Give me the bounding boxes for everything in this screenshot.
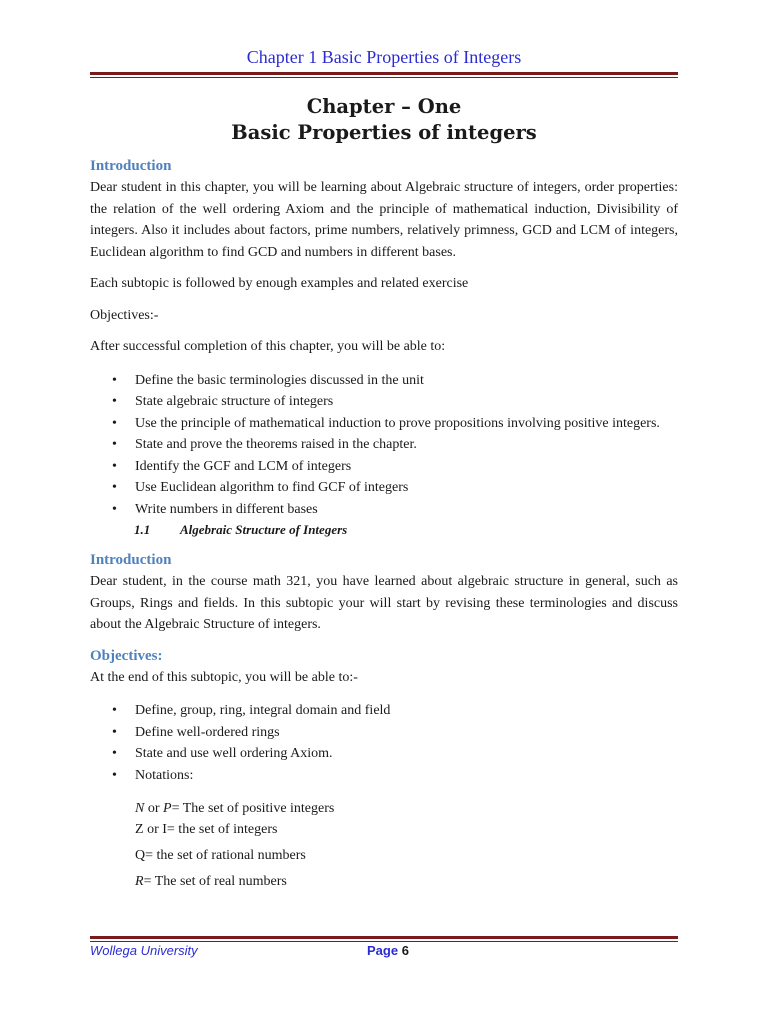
section-objectives-heading: Objectives: (90, 647, 163, 664)
bullet-icon: • (112, 703, 117, 718)
list-item: • Define the basic terminologies discussed in the unit (90, 370, 678, 392)
header-rule (90, 72, 678, 78)
bullet-icon: • (112, 372, 117, 388)
list-item: • Use the principle of mathematical induction to prove propositions involving positive integers. (90, 413, 678, 435)
list-item: • Write numbers in different bases (90, 499, 678, 521)
notation-item: Z or I= the set of integers (135, 822, 278, 837)
chapter-name: Basic Properties of integers (231, 121, 537, 144)
section-objectives-lead: At the end of this subtopic, you will be able to:- (90, 669, 358, 685)
list-item: • Define, group, ring, integral domain and field (90, 700, 678, 722)
notation-item: R= The set of real numbers (135, 874, 287, 889)
section-heading-1-1 (90, 520, 678, 540)
chapter-title (90, 94, 678, 146)
bullet-icon: • (112, 480, 117, 495)
notation-item: N or P= The set of positive integers (135, 801, 335, 816)
section-title: Algebraic Structure of Integers (180, 522, 348, 537)
list-item: • Define well-ordered rings (90, 722, 678, 744)
section-objectives-list (90, 700, 678, 786)
bullet-icon: • (112, 394, 117, 409)
intro-paragraph: Dear student in this chapter, you will be learning about Algebraic structure of integers, order properties: the relation of the well ordering Axiom and the principle of mathematical induction, Divisibility of integers. Also it includes about factors, prime numbers, relatively primness, GCD and LCM of integers, Euclidean algorithm to find GCD and numbers in different bases. (90, 180, 678, 260)
bullet-icon: • (112, 724, 117, 740)
objectives-label: Objectives:- (90, 307, 159, 323)
chapter-number: Chapter – One (306, 95, 462, 118)
bullet-icon: • (112, 767, 117, 783)
objectives-lead: After successful completion of this chapter, you will be able to: (90, 339, 446, 354)
notations-list (90, 798, 678, 892)
section-intro-heading: Introduction (90, 552, 172, 568)
bullet-icon: • (112, 458, 117, 474)
list-item: • State algebraic structure of integers (90, 391, 678, 413)
footer-institution: Wollega University (90, 943, 198, 958)
page-content (90, 94, 678, 892)
list-item: • Use Euclidean algorithm to find GCF of integers (90, 477, 678, 499)
footer-page-number: Page 6 (367, 943, 409, 958)
footer-rule (90, 936, 678, 942)
intro-heading: Introduction (90, 158, 172, 174)
list-item: • Notations: (90, 765, 678, 787)
bullet-icon: • (112, 746, 117, 761)
bullet-icon: • (112, 501, 117, 517)
section-intro-paragraph: Dear student, in the course math 321, you have learned about algebraic structure in general, such as Groups, Rings and fields. In this subtopic your will start by revising these terminologies and discuss about the Algebraic Structure of integers. (90, 574, 678, 632)
notation-item: Q= the set of rational numbers (135, 848, 306, 863)
intro-followup: Each subtopic is followed by enough examples and related exercise (90, 276, 469, 291)
list-item: • State and use well ordering Axiom. (90, 743, 678, 765)
list-item: • State and prove the theorems raised in the chapter. (90, 434, 678, 456)
bullet-icon: • (112, 415, 117, 431)
list-item: • Identify the GCF and LCM of integers (90, 456, 678, 478)
section-number: 1.1 (134, 522, 151, 537)
running-header: Chapter 1 Basic Properties of Integers (246, 47, 522, 67)
bullet-icon: • (112, 437, 117, 452)
chapter-objectives-list (90, 370, 678, 521)
